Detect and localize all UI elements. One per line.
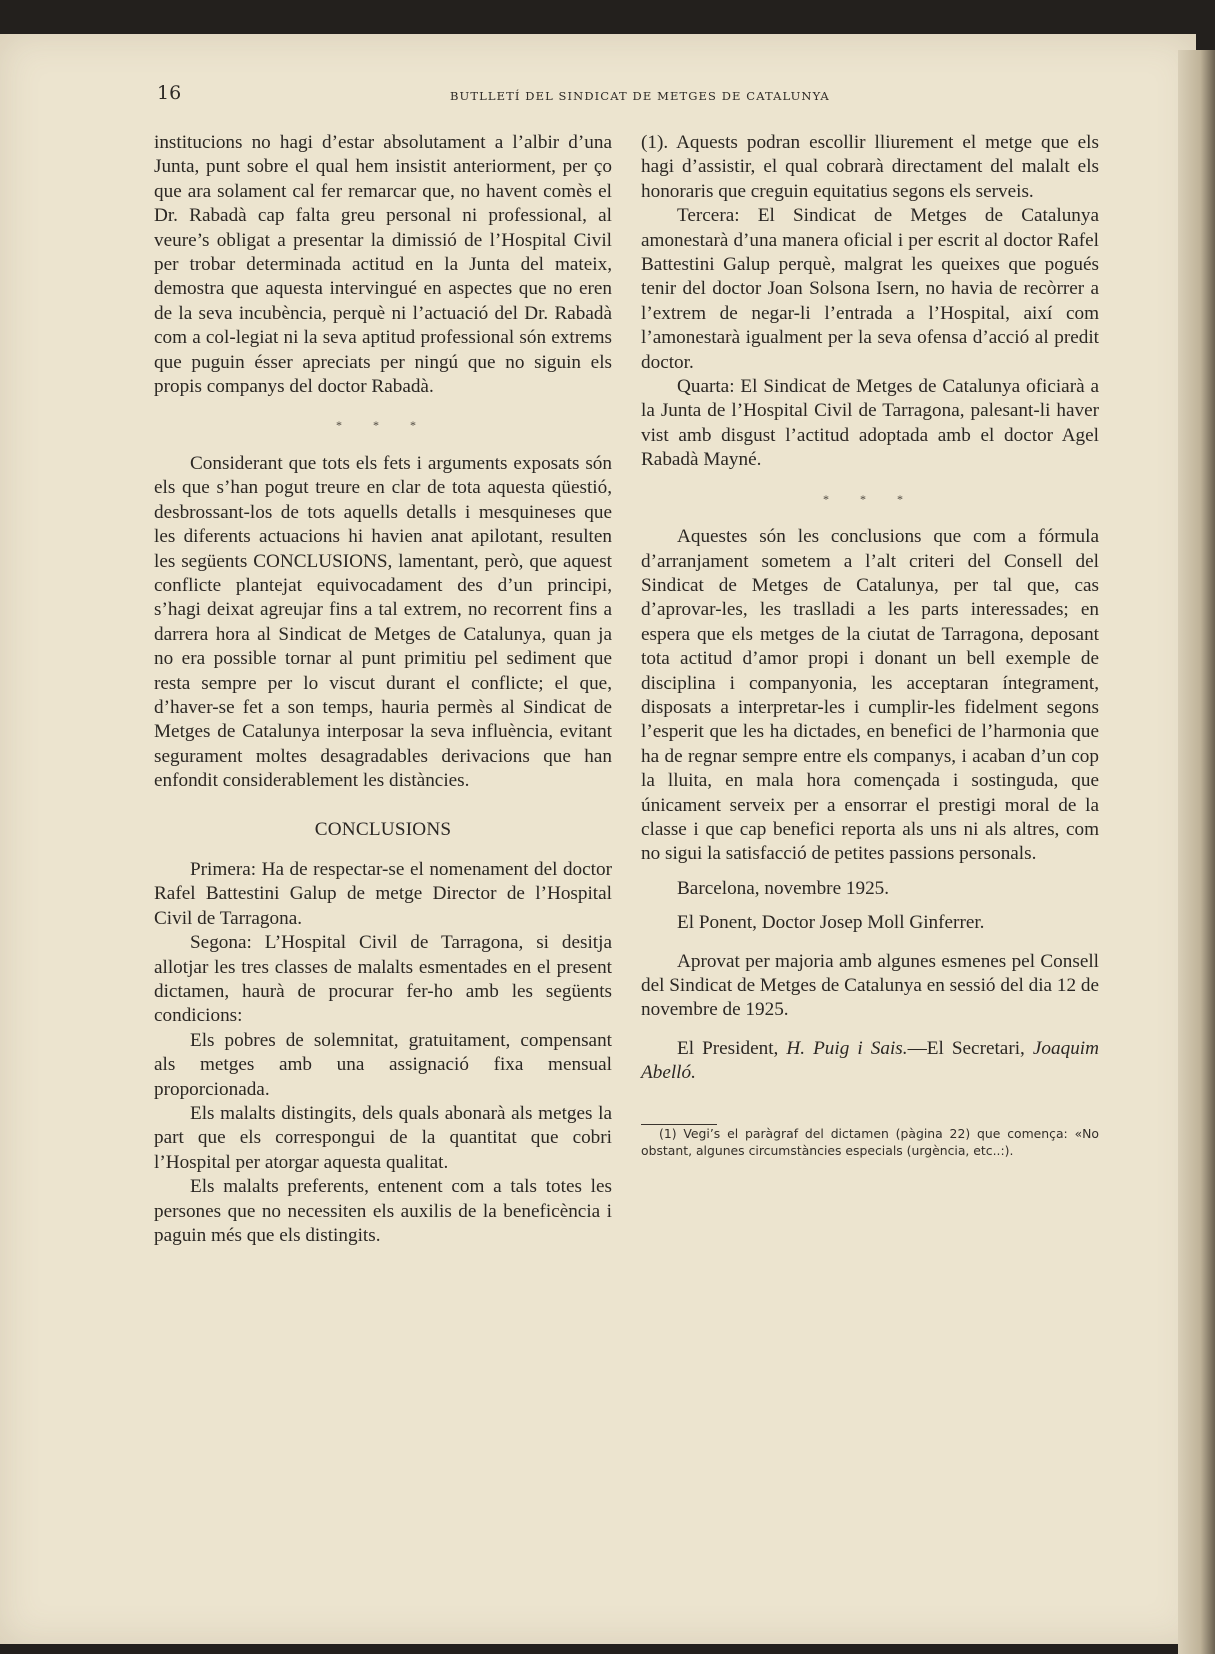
paragraph: Els pobres de solemnitat, gratuitament, compensant als metges amb una assignació fixa mensual proporcionada. bbox=[154, 1029, 612, 1100]
paragraph: Aquestes són les conclusions que com a fórmula d’arranjament sometem a l’alt criteri del Consell del Sindicat de Metges de Catalunya, per tal que, cas d’aprovar-les, les traslladi a les parts interessades; en espera que els metges de la ciutat de Tarragona, deposant tota actitud d’amor propi i donant un bell exemple de disciplina i companyonia, les acceptaran íntegrament, disposats a interpretar-les i cumplir-les fidelment segons l’esperit que les ha dictades, en benefici de l’harmonia que ha de regnar sempre entre els companys, i acaban d’un cop la lluita, en mala hora començada i sostinguda, que únicament serveix per a ensorrar el prestigi moral de la classe i que cap benefici reporta als uns ni als altres, com no sigui la satisfacció de petites passions personals. bbox=[641, 526, 1099, 865]
paragraph: Considerant que tots els fets i arguments exposats són els que s’han pogut treure en clar de tota aquesta qüestió, desbrossant-los de tots aquells detalls i mesquineses que les diferents actuacions hi havien anat apilotant, resulten les següents CONCLUSIONS, lamentant, però, que aquest conflicte plantejat equivocadament des d’un principi, s’hagi deixat agreujar fins a tal extrem, no recorrent fins a darrera hora al Sindicat de Metges de Catalunya, quan ja no era possible tornar al punt primitiu pel sediment que resta sempre per lo viscut durant el conflicte; el que, d’haver-se fet a son temps, hauria permès al Sindicat de Metges de Catalunya interposar la seva influència, evitant segurament moltes desagradables derivacions que han enfondit considerablement les distàncies. bbox=[154, 452, 612, 792]
signature-middle: —El Secretari, bbox=[907, 1037, 1033, 1059]
president-name: H. Puig i Sais. bbox=[786, 1037, 908, 1059]
right-column bbox=[641, 131, 1099, 1159]
paragraph: institucions no hagi d’estar absolutament a l’albir d’una Junta, punt sobre el qual hem insistit anteriorment, per ço que ara solament cal fer remarcar que, no havent comès el Dr. Rabadà cap falta greu personal ni professional, al veure’s obligat a presentar la dimissió de l’Hospital Civil per trobar determinada actitud en la Junta del mateix, demostra que aquesta intervingué en aspectes que no eren de la seva incubència, perquè ni l’actuació del Dr. Rabadà com a col-legiat ni la seva aptitud professional són extrems que puguin ésser apreciats per ningú que no siguin els propis companys del doctor Rabadà. bbox=[154, 132, 612, 398]
running-head: BUTLLETÍ DEL SINDICAT DE METGES DE CATALUNYA bbox=[450, 89, 830, 103]
secretary-name: Joaquim Abelló. bbox=[641, 1037, 1099, 1084]
rapporteur-line: El Ponent, Doctor Josep Moll Ginferrer. bbox=[677, 912, 985, 934]
signature-prefix: El President, bbox=[677, 1037, 787, 1059]
section-separator: * * * bbox=[823, 491, 917, 506]
paragraph: Quarta: El Sindicat de Metges de Catalunya oficiarà a la Junta de l’Hospital Civil de Tarragona, palesant-li haver vist amb disgust l’actitud adoptada amb el doctor Agel Rabadà Mayné. bbox=[641, 376, 1099, 471]
paragraph: Primera: Ha de respectar-se el nomenament del doctor Rafel Battestini Galup de metge Director de l’Hospital Civil de Tarragona. bbox=[154, 858, 612, 929]
left-column bbox=[154, 131, 612, 1248]
section-separator: * * * bbox=[336, 418, 430, 433]
page-number: 16 bbox=[157, 82, 182, 104]
page-edge bbox=[1178, 50, 1215, 1654]
footnote: (1) Vegi’s el paràgraf del dictamen (pàgina 22) que comença: «No obstant, algunes circumstàncies especials (urgència, etc..:). bbox=[641, 1125, 1099, 1158]
signature-line bbox=[641, 1037, 1099, 1086]
paragraph: (1). Aquests podran escollir lliurement el metge que els hagi d’assistir, el qual cobrarà directament del malalt els honoraris que creguin equitatius segons els serveis. bbox=[641, 132, 1099, 202]
section-heading: CONCLUSIONS bbox=[314, 818, 452, 840]
approval-paragraph: Aprovat per majoria amb algunes esmenes pel Consell del Sindicat de Metges de Catalunya en sessió del dia 12 de novembre de 1925. bbox=[641, 950, 1099, 1021]
page-header bbox=[150, 82, 1100, 106]
paragraph: Els malalts preferents, entenent com a tals totes les persones que no necessiten els auxilis de la beneficència i paguin més que els distingits. bbox=[154, 1176, 612, 1247]
date-line: Barcelona, novembre 1925. bbox=[677, 877, 890, 899]
paragraph: Els malalts distingits, dels quals abonarà als metges la part que els correspongui de la quantitat que cobri l’Hospital per atorgar aquesta qualitat. bbox=[154, 1103, 612, 1173]
paragraph: Tercera: El Sindicat de Metges de Catalunya amonestarà d’una manera oficial i per escrit al doctor Rafel Battestini Galup perquè, malgrat les queixes que pogués tenir del doctor Joan Solsona Isern, no havia de recòrrer a l’extrem de negar-li l’entrada a l’Hospital, així com l’amonestarà igualment per la seva ofensa d’acció al predit doctor. bbox=[641, 205, 1099, 373]
paragraph: Segona: L’Hospital Civil de Tarragona, si desitja allotjar les tres classes de malalts esmentades en el present dictamen, haurà de procurar fer-ho amb les següents condicions: bbox=[154, 932, 612, 1027]
